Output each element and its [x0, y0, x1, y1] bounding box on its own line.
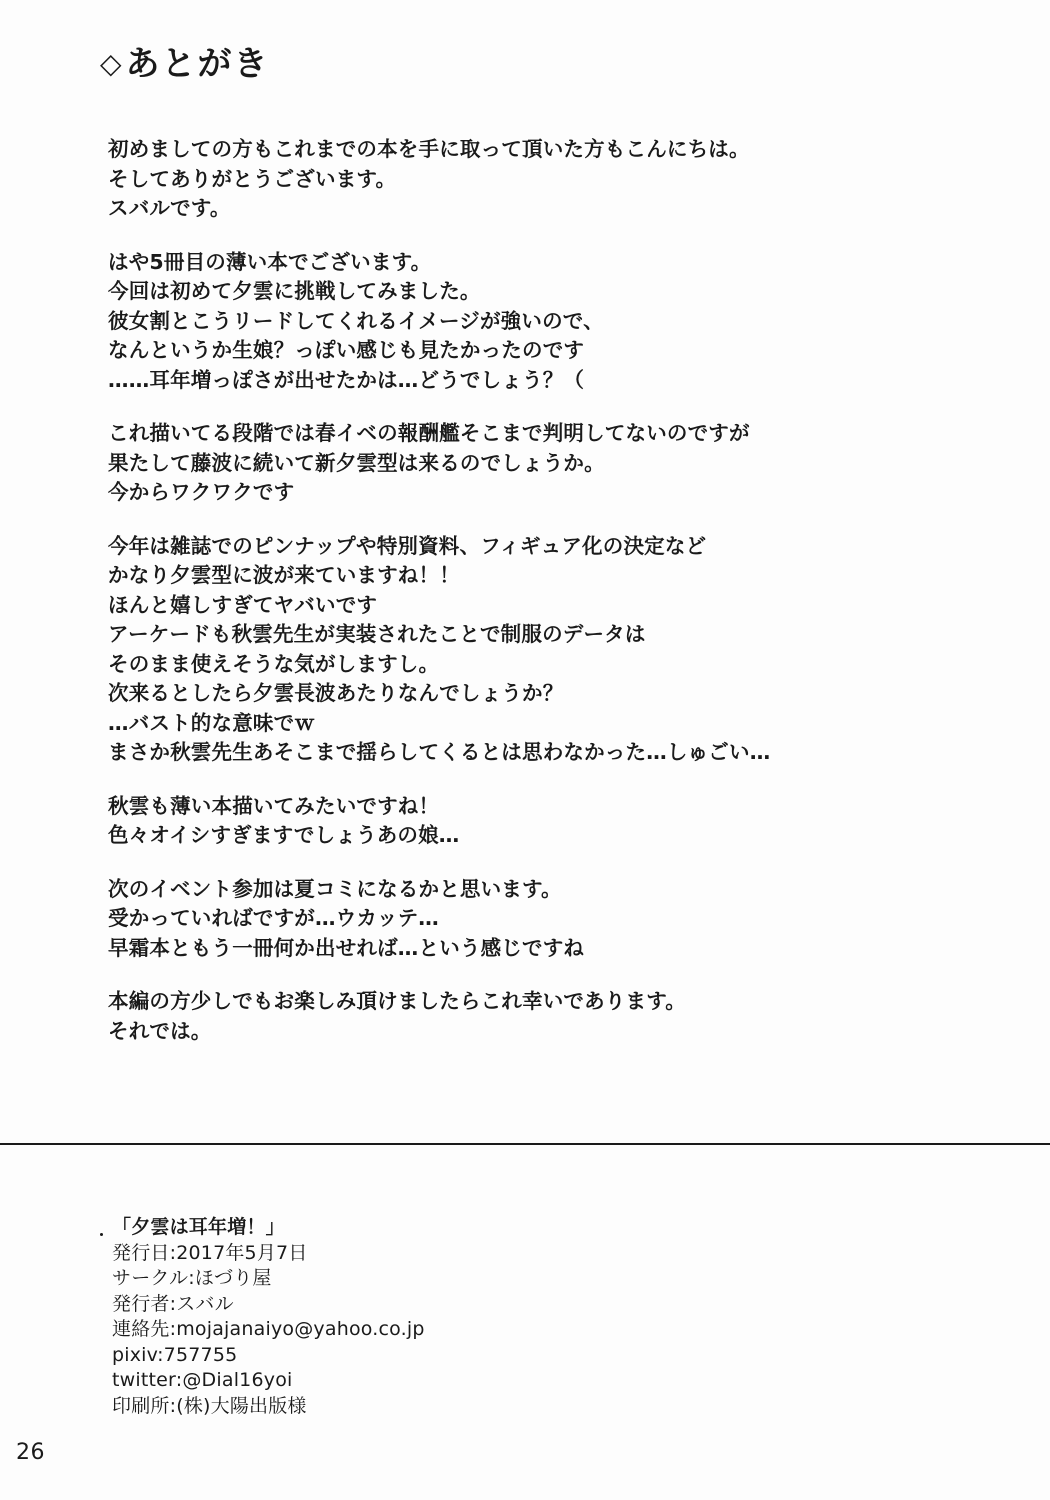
colophon-contact: 連絡先:mojajanaiyo@yahoo.co.jp — [112, 1318, 425, 1340]
afterword-body — [108, 135, 968, 1046]
text-line: まさか秋雲先生あそこまで揺らしてくるとは思わなかった…しゅごい… — [108, 740, 771, 764]
text-line: はや5冊目の薄い本でございます。 — [108, 249, 432, 274]
text-line: 次来るとしたら夕雲長波あたりなんでしょうか？ — [108, 681, 564, 705]
colophon-publisher: 発行者:スバル — [112, 1292, 234, 1315]
text-line: アーケードも秋雲先生が実装されたことで制服のデータは — [108, 622, 646, 646]
text-line: なんというか生娘？っぽい感じも見たかったのです — [108, 338, 585, 362]
text-line: ほんと嬉しすぎてヤバいです — [108, 592, 378, 617]
paragraph-akigumo — [108, 792, 968, 851]
paragraph-fifth-book — [108, 248, 968, 396]
text-line: 早霜本ともう一冊何か出せれば…という感じですね — [108, 935, 585, 960]
text-line: 今からワクワクです — [108, 480, 295, 504]
colophon-twitter: twitter:@Dial16yoi — [112, 1369, 293, 1391]
bullet-dot-icon — [100, 1233, 103, 1236]
text-line: これ描いてる段階では春イベの報酬艦そこまで判明してないのですが — [108, 421, 750, 445]
text-line: ……耳年増っぽさが出せたかは…どうでしょう？（ — [108, 367, 585, 392]
paragraph-this-year — [108, 532, 968, 768]
text-line: 秋雲も薄い本描いてみたいですね！ — [108, 793, 440, 818]
text-line: 本編の方少しでもお楽しみ頂けましたらこれ幸いであります。 — [108, 989, 686, 1013]
colophon-title: 「夕雲は耳年増！」 — [112, 1216, 285, 1238]
text-line: 果たして藤波に続いて新夕雲型は来るのでしょうか。 — [108, 450, 605, 475]
page-number: 26 — [16, 1440, 45, 1465]
colophon-printer: 印刷所:(株)大陽出版様 — [112, 1394, 307, 1417]
text-line: 彼女割とこうリードしてくれるイメージが強いので、 — [108, 308, 604, 333]
colophon-circle: サークル:ほづり屋 — [112, 1267, 272, 1289]
colophon-pixiv: pixiv:757755 — [112, 1343, 238, 1366]
paragraph-next-event — [108, 875, 968, 964]
colophon — [112, 1215, 425, 1419]
text-line: …バスト的な意味でｗ — [108, 710, 315, 735]
paragraph-spring-event — [108, 419, 968, 508]
text-line: 初めましての方もこれまでの本を手に取って頂いた方もこんにちは。 — [108, 137, 750, 161]
text-line: 今回は初めて夕雲に挑戦してみました。 — [108, 279, 481, 303]
text-line: そしてありがとうございます。 — [108, 166, 397, 191]
text-line: 今年は雑誌でのピンナップや特別資料、フィギュア化の決定など — [108, 533, 707, 558]
text-line: 次のイベント参加は夏コミになるかと思います。 — [108, 876, 562, 901]
page-title-text: あとがき — [125, 44, 270, 84]
text-line: それでは。 — [108, 1018, 212, 1043]
page-title — [100, 36, 270, 85]
text-line: スバルです。 — [108, 196, 231, 220]
paragraph-greeting — [108, 135, 968, 224]
text-line: 色々オイシすぎますでしょうあの娘… — [108, 823, 460, 847]
colophon-publication-date: 発行日:2017年5月7日 — [112, 1241, 308, 1264]
paragraph-closing — [108, 987, 968, 1046]
diamond-icon: ◇ — [100, 47, 124, 80]
horizontal-divider — [0, 1143, 1050, 1145]
text-line: そのまま使えそうな気がしますし。 — [108, 651, 440, 676]
text-line: かなり夕雲型に波が来ていますね！！ — [108, 563, 460, 587]
text-line: 受かっていればですが…ウカッテ… — [108, 906, 439, 930]
